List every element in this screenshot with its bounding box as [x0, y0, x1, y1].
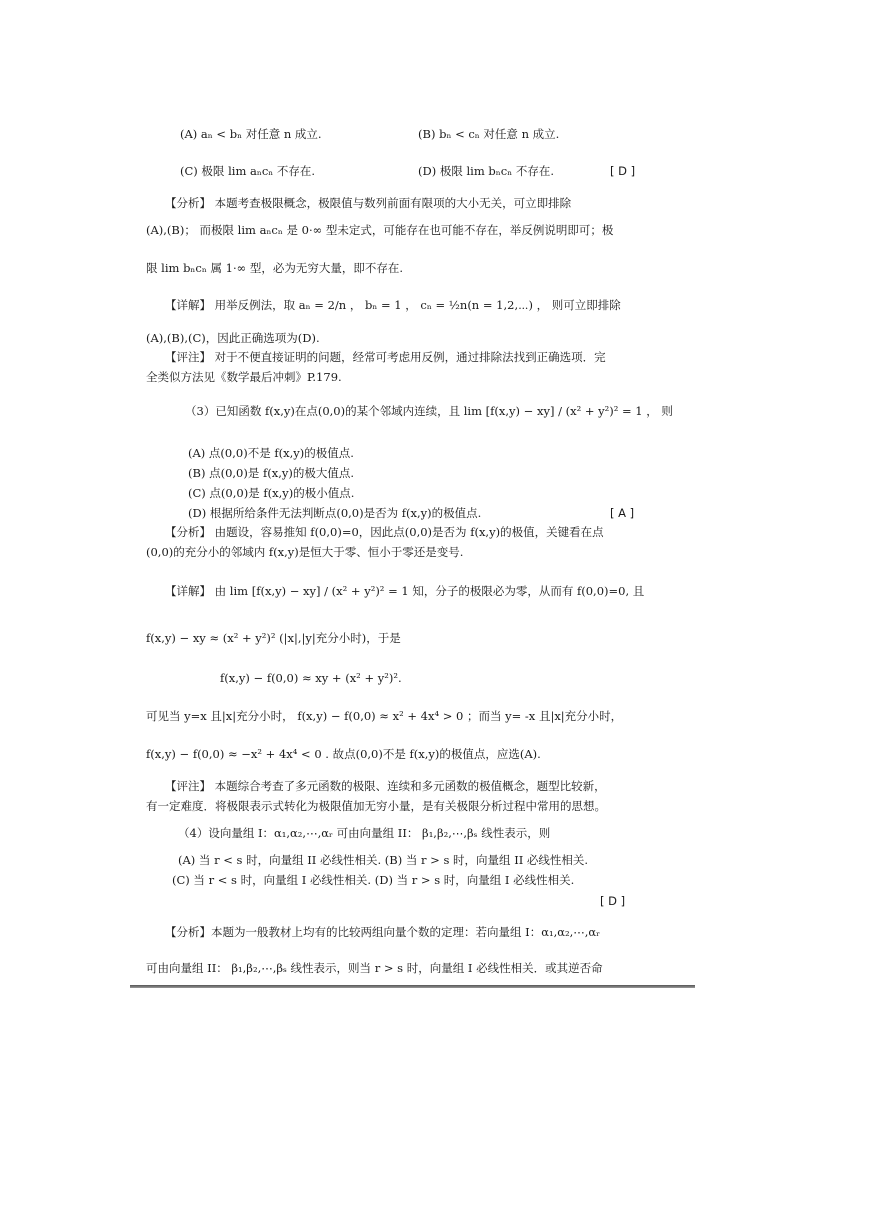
answer-bracket: [ A ] — [610, 506, 635, 520]
analysis-paragraph: (A),(B)； 而极限 lim aₙcₙ 是 0·∞ 型未定式，可能存在也可能不存在，举反例说明即可；极 — [146, 223, 614, 237]
option-d: (D) 根据所给条件无法判断点(0,0)是否为 f(x,y)的极值点. — [188, 506, 482, 520]
option-d: (D) 极限 lim bₙcₙ 不存在. — [418, 164, 554, 178]
comment-paragraph: 【评注】 对于不便直接证明的问题，经常可考虑用反例，通过排除法找到正确选项．完 — [165, 350, 606, 364]
comment-paragraph: 【评注】 本题综合考查了多元函数的极限、连续和多元函数的极值概念，题型比较新， — [165, 779, 606, 793]
comment-paragraph: 有一定难度．将极限表示式转化为极限值加无穷小量，是有关极限分析过程中常用的思想。 — [146, 799, 606, 813]
answer-bracket: [ D ] — [600, 894, 626, 908]
analysis-paragraph: 【分析】 本题考查极限概念，极限值与数列前面有限项的大小无关，可立即排除 — [165, 196, 572, 210]
options-row: (A) 当 r < s 时，向量组 II 必线性相关. (B) 当 r > s 时，向量组 II 必线性相关. — [178, 853, 589, 867]
analysis-paragraph: 可由向量组 II： β₁,β₂,⋯,βₛ 线性表示，则当 r > s 时，向量组 I 必线性相关．或其逆否命 — [146, 961, 603, 975]
analysis-paragraph: 限 lim bₙcₙ 属 1·∞ 型，必为无穷大量，即不存在. — [146, 261, 403, 275]
question-3: （3）已知函数 f(x,y)在点(0,0)的某个邻域内连续，且 lim [f(x,y) − xy] / (x² + y²)² = 1 ， 则 — [185, 404, 673, 418]
option-c: (C) 极限 lim aₙcₙ 不存在. — [180, 164, 316, 178]
solution-paragraph: 可见当 y=x 且|x|充分小时， f(x,y) − f(0,0) ≈ x² + 4x⁴ > 0 ；而当 y= -x 且|x|充分小时， — [146, 709, 623, 723]
option-c: (C) 点(0,0)是 f(x,y)的极小值点. — [188, 486, 355, 500]
option-a: (A) aₙ < bₙ 对任意 n 成立. — [180, 127, 322, 141]
answer-bracket: [ D ] — [610, 164, 636, 178]
solution-paragraph: f(x,y) − f(0,0) ≈ −x² + 4x⁴ < 0 . 故点(0,0)不是 f(x,y)的极值点，应选(A). — [146, 747, 541, 761]
analysis-paragraph: (0,0)的充分小的邻域内 f(x,y)是恒大于零、恒小于零还是变号. — [146, 545, 464, 559]
option-b: (B) 点(0,0)是 f(x,y)的极大值点. — [188, 466, 355, 480]
solution-paragraph: f(x,y) − xy ≈ (x² + y²)² (|x|,|y|充分小时)，于是 — [146, 631, 401, 645]
formula-line: f(x,y) − f(0,0) ≈ xy + (x² + y²)². — [220, 671, 402, 685]
page-bottom-rule — [130, 985, 695, 988]
question-4: （4）设向量组 I：α₁,α₂,⋯,αᵣ 可由向量组 II： β₁,β₂,⋯,βₛ 线性表示，则 — [178, 826, 551, 840]
analysis-paragraph: 【分析】本题为一般教材上均有的比较两组向量个数的定理：若向量组 I：α₁,α₂,⋯,αᵣ — [165, 925, 601, 939]
option-b: (B) bₙ < cₙ 对任意 n 成立. — [418, 127, 560, 141]
solution-paragraph: 【详解】 用举反例法，取 aₙ = 2/n ， bₙ = 1 ， cₙ = ½n(n = 1,2,⋯) ， 则可立即排除 — [165, 298, 621, 312]
analysis-paragraph: 【分析】 由题设，容易推知 f(0,0)=0，因此点(0,0)是否为 f(x,y)的极值，关键看在点 — [165, 525, 604, 539]
comment-paragraph: 全类似方法见《数学最后冲刺》P.179. — [146, 370, 342, 384]
solution-paragraph: (A),(B),(C)，因此正确选项为(D). — [146, 331, 320, 345]
option-a: (A) 点(0,0)不是 f(x,y)的极值点. — [188, 446, 354, 460]
solution-paragraph: 【详解】 由 lim [f(x,y) − xy] / (x² + y²)² = 1 知，分子的极限必为零，从而有 f(0,0)=0, 且 — [165, 584, 645, 598]
options-row: (C) 当 r < s 时，向量组 I 必线性相关. (D) 当 r > s 时，向量组 I 必线性相关. — [172, 873, 575, 887]
